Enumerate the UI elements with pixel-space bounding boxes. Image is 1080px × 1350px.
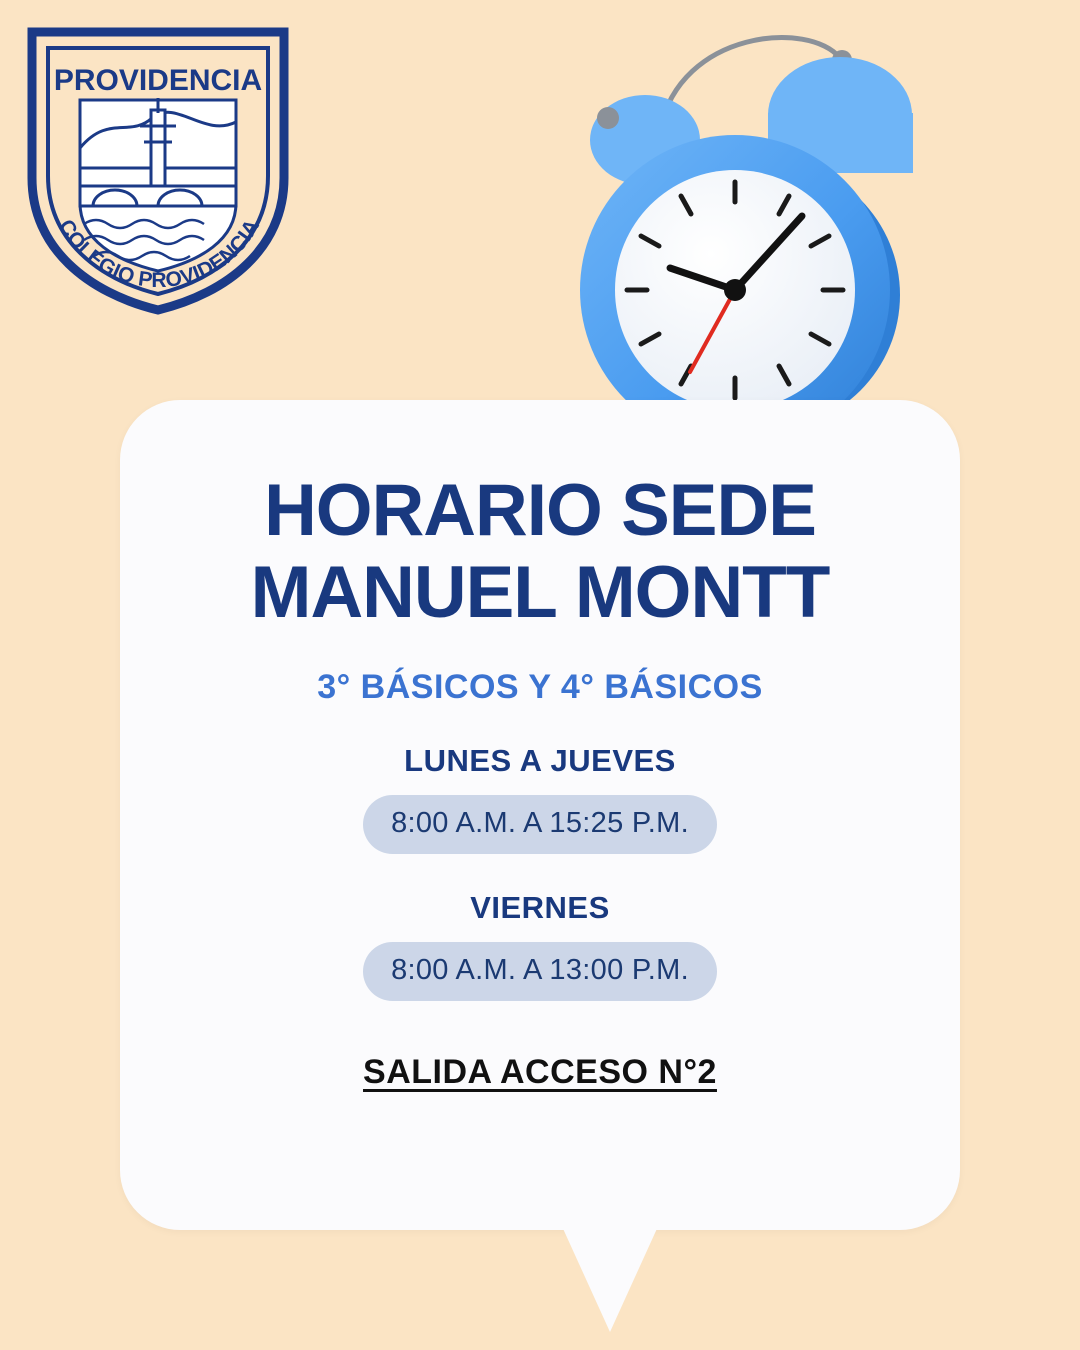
school-crest <box>18 18 298 318</box>
school-crest-icon <box>18 18 298 318</box>
schedule-time-1: 8:00 A.M. A 13:00 P.M. <box>363 942 717 1001</box>
schedule-time-0: 8:00 A.M. A 15:25 P.M. <box>363 795 717 854</box>
schedule-days-1: VIERNES <box>470 889 610 925</box>
crest-top-text: PROVIDENCIA <box>53 64 263 97</box>
crest-bottom-text: COLEGIO PROVIDENCIA <box>54 215 264 293</box>
speech-bubble-tail <box>560 1222 660 1332</box>
exit-note: SALIDA ACCESO N°2 <box>363 1052 717 1091</box>
page-title-line1: HORARIO SEDE <box>264 470 816 551</box>
schedule-days-0: LUNES A JUEVES <box>404 742 676 778</box>
page-subtitle: 3° BÁSICOS Y 4° BÁSICOS <box>317 667 763 706</box>
page-title-line2: MANUEL MONTT <box>250 551 830 633</box>
info-card-content <box>120 400 960 1092</box>
info-card <box>120 400 960 1230</box>
